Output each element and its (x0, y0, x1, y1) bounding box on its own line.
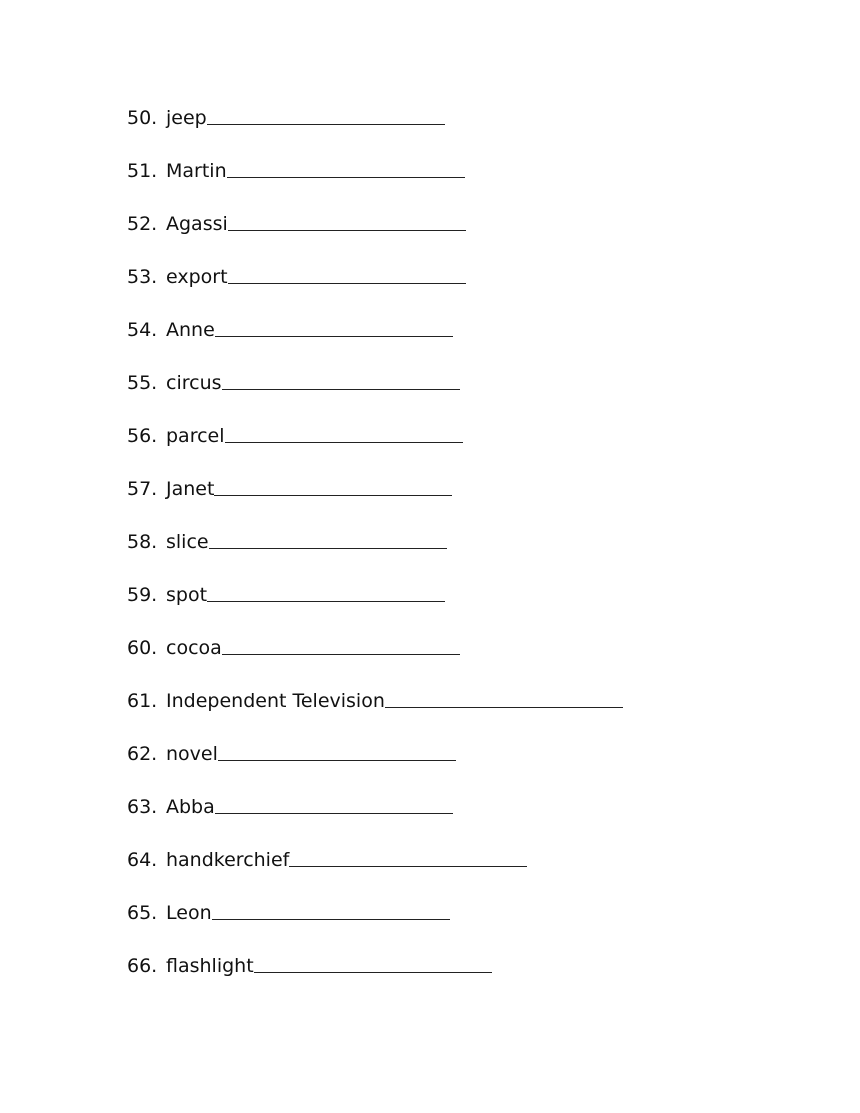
answer-blank[interactable] (212, 899, 450, 920)
question-item (127, 687, 623, 740)
question-word: cocoa (166, 637, 222, 659)
question-word: novel (166, 743, 218, 765)
question-number: 51. (127, 160, 158, 182)
question-number: 62. (127, 743, 158, 765)
answer-blank[interactable] (228, 263, 466, 284)
question-number: 65. (127, 902, 158, 924)
answer-blank[interactable] (222, 369, 460, 390)
question-item (127, 846, 623, 899)
question-item (127, 369, 623, 422)
question-number: 50. (127, 107, 158, 129)
question-item (127, 316, 623, 369)
question-word: Janet (166, 478, 215, 500)
question-word: export (166, 266, 228, 288)
answer-blank[interactable] (228, 210, 466, 231)
question-number: 52. (127, 213, 158, 235)
answer-blank[interactable] (207, 581, 445, 602)
question-word: Independent Television (166, 690, 385, 712)
question-word: Leon (166, 902, 212, 924)
question-number: 59. (127, 584, 158, 606)
question-number: 66. (127, 955, 158, 977)
question-item (127, 210, 623, 263)
question-item (127, 581, 623, 634)
question-number: 55. (127, 372, 158, 394)
question-number: 58. (127, 531, 158, 553)
question-word: jeep (166, 107, 207, 129)
question-item (127, 899, 623, 952)
answer-blank[interactable] (218, 740, 456, 761)
answer-blank[interactable] (214, 475, 452, 496)
question-number: 64. (127, 849, 158, 871)
question-word: handkerchief (166, 849, 290, 871)
question-number: 56. (127, 425, 158, 447)
question-item (127, 740, 623, 793)
question-item (127, 422, 623, 475)
question-word: circus (166, 372, 222, 394)
question-word: spot (166, 584, 208, 606)
question-item (127, 528, 623, 581)
answer-blank[interactable] (385, 687, 623, 708)
question-item (127, 634, 623, 687)
question-item (127, 793, 623, 846)
question-word: Agassi (166, 213, 228, 235)
question-item (127, 263, 623, 316)
question-number: 60. (127, 637, 158, 659)
question-word: Abba (166, 796, 215, 818)
answer-blank[interactable] (225, 422, 463, 443)
question-word: parcel (166, 425, 225, 447)
question-item (127, 952, 623, 1005)
question-item (127, 475, 623, 528)
question-list (127, 104, 623, 1005)
question-number: 57. (127, 478, 158, 500)
question-word: Anne (166, 319, 215, 341)
question-word: slice (166, 531, 209, 553)
answer-blank[interactable] (209, 528, 447, 549)
question-number: 53. (127, 266, 158, 288)
answer-blank[interactable] (289, 846, 527, 867)
question-number: 61. (127, 690, 158, 712)
question-word: Martin (166, 160, 227, 182)
answer-blank[interactable] (254, 952, 492, 973)
answer-blank[interactable] (227, 157, 465, 178)
question-item (127, 104, 623, 157)
question-item (127, 157, 623, 210)
question-number: 54. (127, 319, 158, 341)
answer-blank[interactable] (215, 793, 453, 814)
question-number: 63. (127, 796, 158, 818)
answer-blank[interactable] (222, 634, 460, 655)
question-word: flashlight (166, 955, 254, 977)
answer-blank[interactable] (215, 316, 453, 337)
answer-blank[interactable] (207, 104, 445, 125)
